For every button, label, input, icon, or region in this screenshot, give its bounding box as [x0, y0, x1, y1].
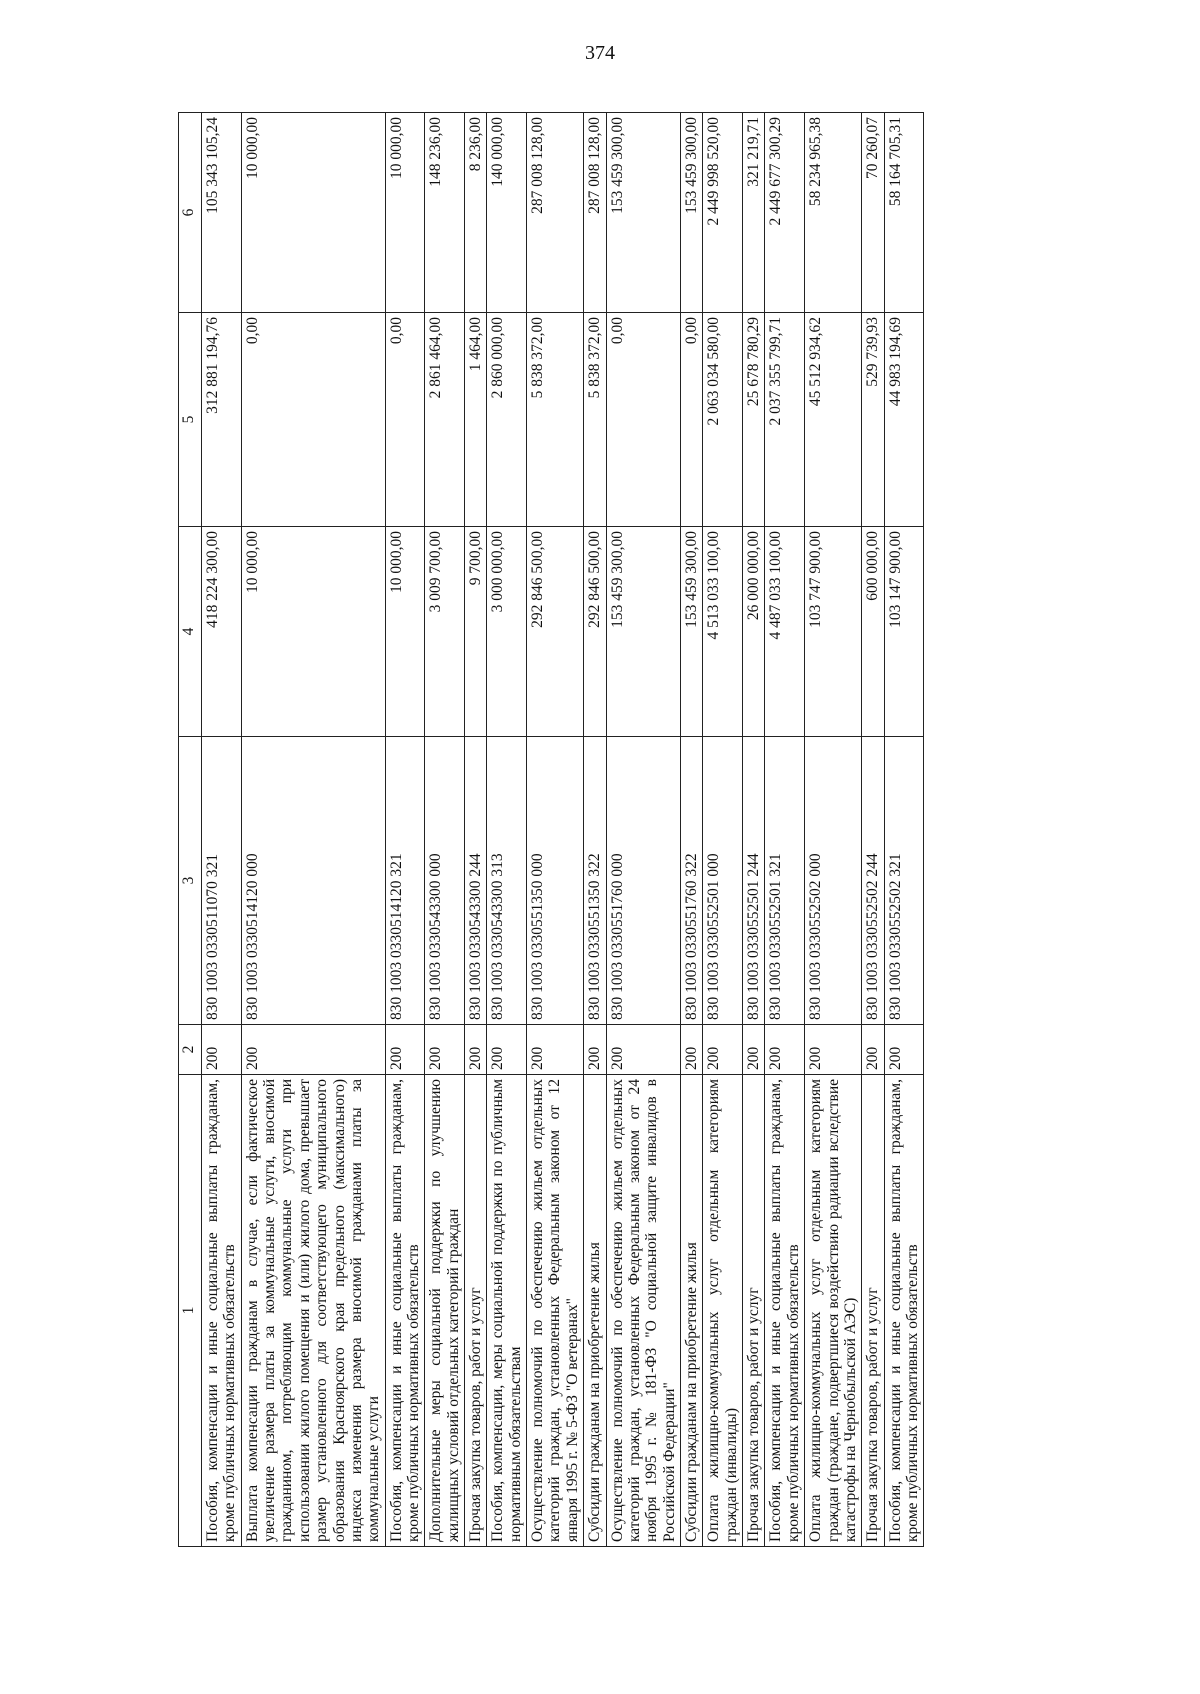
row-value-col6: 321 219,71: [743, 113, 765, 313]
table-row: [805, 113, 862, 1547]
row-code-cell: 830 1003 0330543300 244: [465, 737, 487, 1025]
table-body: [202, 113, 924, 1547]
row-value-col6: 287 008 128,00: [584, 113, 606, 313]
table-row: [465, 113, 487, 1547]
row-group-cell: 200: [805, 1025, 862, 1075]
row-value-col5: 45 512 934,62: [805, 313, 862, 527]
row-code-cell: 830 1003 0330552501 000: [703, 737, 743, 1025]
row-value-col4: 10 000,00: [385, 527, 425, 737]
row-code-cell: 830 1003 0330552502 321: [884, 737, 924, 1025]
row-group-cell: 200: [743, 1025, 765, 1075]
row-value-col6: 153 459 300,00: [680, 113, 702, 313]
row-value-col4: 3 000 000,00: [487, 527, 527, 737]
row-value-col5: 529 739,93: [862, 313, 884, 527]
row-value-col5: 0,00: [241, 313, 385, 527]
row-value-col6: 58 234 965,38: [805, 113, 862, 313]
row-value-col4: 3 009 700,00: [425, 527, 465, 737]
row-value-col5: 0,00: [680, 313, 702, 527]
row-name-cell: Оплата жилищно-коммунальных услуг отдельным категориям граждан (инвалиды): [703, 1075, 743, 1547]
row-code-cell: 830 1003 0330552501 321: [765, 737, 805, 1025]
row-group-cell: 200: [884, 1025, 924, 1075]
row-value-col5: 5 838 372,00: [527, 313, 584, 527]
row-name-cell: Пособия, компенсации и иные социальные выплаты гражданам, кроме публичных нормативных обязательств: [765, 1075, 805, 1547]
row-value-col5: 0,00: [385, 313, 425, 527]
header-col-5: 5: [179, 313, 202, 527]
table-row: [606, 113, 680, 1547]
row-name-cell: Прочая закупка товаров, работ и услуг: [743, 1075, 765, 1547]
row-group-cell: 200: [527, 1025, 584, 1075]
row-value-col4: 153 459 300,00: [680, 527, 702, 737]
row-group-cell: 200: [680, 1025, 702, 1075]
row-value-col4: 418 224 300,00: [202, 527, 242, 737]
row-group-cell: 200: [385, 1025, 425, 1075]
row-name-cell: Дополнительные меры социальной поддержки по улучшению жилищных условий отдельных категорий граждан: [425, 1075, 465, 1547]
budget-table: [178, 112, 924, 1547]
row-value-col4: 103 747 900,00: [805, 527, 862, 737]
row-group-cell: 200: [241, 1025, 385, 1075]
row-value-col6: 105 343 105,24: [202, 113, 242, 313]
table-row: [680, 113, 702, 1547]
row-value-col5: 5 838 372,00: [584, 313, 606, 527]
row-name-cell: Пособия, компенсации и иные социальные выплаты гражданам, кроме публичных нормативных обязательств: [202, 1075, 242, 1547]
row-value-col5: 2 860 000,00: [487, 313, 527, 527]
row-group-cell: 200: [703, 1025, 743, 1075]
row-value-col6: 2 449 677 300,29: [765, 113, 805, 313]
row-value-col5: 2 063 034 580,00: [703, 313, 743, 527]
row-value-col4: 292 846 500,00: [527, 527, 584, 737]
row-code-cell: 830 1003 0330551760 000: [606, 737, 680, 1025]
row-code-cell: 830 1003 0330543300 313: [487, 737, 527, 1025]
row-name-cell: Оплата жилищно-коммунальных услуг отдельным категориям граждан (граждане, подвергшиеся воздействию радиации вследствие катастрофы на Чернобыльской АЭС): [805, 1075, 862, 1547]
row-code-cell: 830 1003 0330551350 322: [584, 737, 606, 1025]
row-name-cell: Осуществление полномочий по обеспечению жильем отдельных категорий граждан, установленных Федеральным законом от 24 ноября 1995 г. № 181-ФЗ "О социальной защите инвалидов в Российской Федерации": [606, 1075, 680, 1547]
row-name-cell: Пособия, компенсации и иные социальные выплаты гражданам, кроме публичных нормативных обязательств: [884, 1075, 924, 1547]
row-name-cell: Выплата компенсации гражданам в случае, если фактическое увеличение размера платы за коммунальные услуги, вносимой гражданином, потребляющим коммунальные услуги при использовании жилого помещения и (или) жилого дома, превышает размер установленного для соответствующего муниципального образования Красноярского края предельного (максимального) индекса изменения размера вносимой гражданами платы за коммунальные услуги: [241, 1075, 385, 1547]
table-row: [584, 113, 606, 1547]
row-name-cell: Субсидии гражданам на приобретение жилья: [584, 1075, 606, 1547]
row-value-col4: 4 513 033 100,00: [703, 527, 743, 737]
row-code-cell: 830 1003 0330514120 321: [385, 737, 425, 1025]
row-code-cell: 830 1003 0330551760 322: [680, 737, 702, 1025]
row-code-cell: 830 1003 0330543300 000: [425, 737, 465, 1025]
table-row: [385, 113, 425, 1547]
row-group-cell: 200: [425, 1025, 465, 1075]
row-value-col4: 103 147 900,00: [884, 527, 924, 737]
row-value-col4: 153 459 300,00: [606, 527, 680, 737]
row-value-col5: 2 037 355 799,71: [765, 313, 805, 527]
page-number: 374: [585, 42, 615, 64]
row-group-cell: 200: [765, 1025, 805, 1075]
row-value-col5: 25 678 780,29: [743, 313, 765, 527]
row-value-col6: 58 164 705,31: [884, 113, 924, 313]
row-name-cell: Субсидии гражданам на приобретение жилья: [680, 1075, 702, 1547]
row-value-col5: 2 861 464,00: [425, 313, 465, 527]
row-value-col6: 70 260,07: [862, 113, 884, 313]
row-group-cell: 200: [584, 1025, 606, 1075]
row-value-col4: 9 700,00: [465, 527, 487, 737]
row-value-col6: 140 000,00: [487, 113, 527, 313]
row-value-col4: 26 000 000,00: [743, 527, 765, 737]
row-value-col6: 153 459 300,00: [606, 113, 680, 313]
row-value-col4: 292 846 500,00: [584, 527, 606, 737]
header-col-3: 3: [179, 737, 202, 1025]
row-code-cell: 830 1003 0330551350 000: [527, 737, 584, 1025]
row-value-col5: 0,00: [606, 313, 680, 527]
row-value-col6: 2 449 998 520,00: [703, 113, 743, 313]
row-value-col4: 600 000,00: [862, 527, 884, 737]
row-code-cell: 830 1003 0330552502 244: [862, 737, 884, 1025]
row-value-col6: 10 000,00: [385, 113, 425, 313]
table-header-row: [179, 113, 202, 1547]
table-row: [703, 113, 743, 1547]
row-value-col6: 8 236,00: [465, 113, 487, 313]
table-row: [487, 113, 527, 1547]
row-group-cell: 200: [487, 1025, 527, 1075]
header-col-1: 1: [179, 1075, 202, 1547]
table-row: [743, 113, 765, 1547]
row-value-col5: 44 983 194,69: [884, 313, 924, 527]
row-code-cell: 830 1003 0330552501 244: [743, 737, 765, 1025]
row-group-cell: 200: [465, 1025, 487, 1075]
row-name-cell: Прочая закупка товаров, работ и услуг: [862, 1075, 884, 1547]
row-value-col6: 148 236,00: [425, 113, 465, 313]
table-row: [765, 113, 805, 1547]
header-col-2: 2: [179, 1025, 202, 1075]
table-row: [884, 113, 924, 1547]
header-col-4: 4: [179, 527, 202, 737]
row-group-cell: 200: [606, 1025, 680, 1075]
row-code-cell: 830 1003 0330514120 000: [241, 737, 385, 1025]
row-group-cell: 200: [202, 1025, 242, 1075]
row-code-cell: 830 1003 0330511070 321: [202, 737, 242, 1025]
table-row: [425, 113, 465, 1547]
table-row: [241, 113, 385, 1547]
row-value-col5: 1 464,00: [465, 313, 487, 527]
row-value-col4: 4 487 033 100,00: [765, 527, 805, 737]
table-row: [862, 113, 884, 1547]
row-code-cell: 830 1003 0330552502 000: [805, 737, 862, 1025]
budget-table-rotated: [178, 113, 1066, 1547]
row-value-col6: 10 000,00: [241, 113, 385, 313]
row-name-cell: Осуществление полномочий по обеспечению жильем отдельных категорий граждан, установленных Федеральным законом от 12 января 1995 г. № 5-ФЗ "О ветеранах": [527, 1075, 584, 1547]
row-value-col6: 287 008 128,00: [527, 113, 584, 313]
row-name-cell: Пособия, компенсации, меры социальной поддержки по публичным нормативным обязательствам: [487, 1075, 527, 1547]
header-col-6: 6: [179, 113, 202, 313]
row-value-col4: 10 000,00: [241, 527, 385, 737]
row-name-cell: Пособия, компенсации и иные социальные выплаты гражданам, кроме публичных нормативных обязательств: [385, 1075, 425, 1547]
row-group-cell: 200: [862, 1025, 884, 1075]
table-row: [202, 113, 242, 1547]
row-value-col5: 312 881 194,76: [202, 313, 242, 527]
row-name-cell: Прочая закупка товаров, работ и услуг: [465, 1075, 487, 1547]
table-row: [527, 113, 584, 1547]
